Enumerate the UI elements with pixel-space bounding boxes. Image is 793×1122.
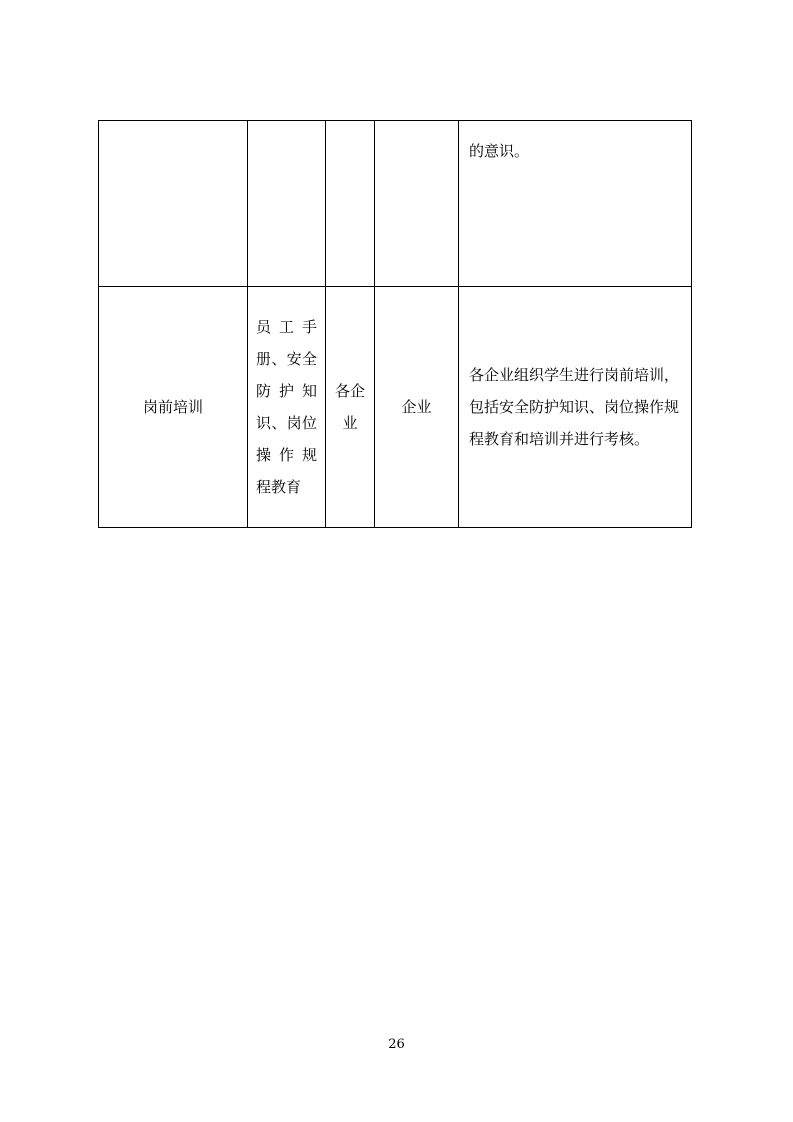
page-number: 26 [388, 1037, 405, 1052]
cell-item [99, 287, 248, 528]
description-line: 各企业组织学生进行岗前培训， [469, 366, 680, 384]
content-line: 识、岗位 [256, 414, 317, 432]
organizer-label: 企业 [401, 398, 432, 416]
description-line: 的意识。 [469, 142, 530, 160]
cell-organizer [375, 121, 459, 287]
content-line: 员 工 手 [256, 318, 317, 336]
table-row [99, 121, 692, 287]
content-line: 册、安全 [256, 350, 317, 368]
content-line: 程教育 [256, 478, 302, 496]
cell-scope [326, 287, 375, 528]
cell-organizer [375, 287, 459, 528]
cell-description [459, 121, 692, 287]
scope-line: 业 [342, 414, 358, 432]
training-table [98, 120, 692, 528]
description-line: 包括安全防护知识、岗位操作规 [469, 398, 680, 416]
cell-description [459, 287, 692, 528]
cell-content [248, 287, 326, 528]
description-line: 程教育和培训并进行考核。 [469, 430, 650, 448]
cell-scope [326, 121, 375, 287]
scope-line: 各企 [334, 382, 365, 400]
cell-item [99, 121, 248, 287]
cell-content [248, 121, 326, 287]
content-line: 防 护 知 [256, 382, 317, 400]
table-row [99, 287, 692, 528]
item-label: 岗前培训 [142, 398, 203, 416]
content-line: 操 作 规 [256, 446, 317, 464]
